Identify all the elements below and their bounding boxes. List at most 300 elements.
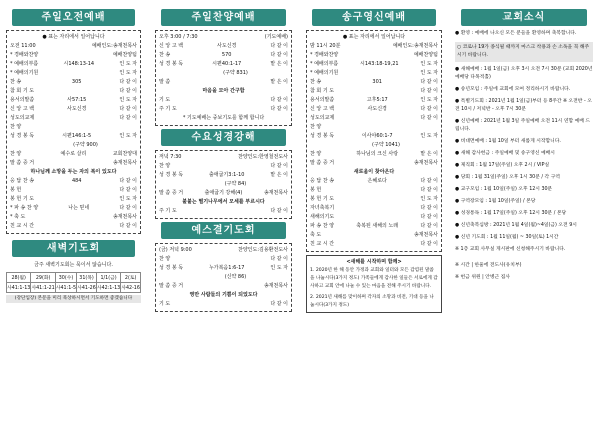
order-detail: 570 — [221, 52, 232, 58]
news-item: ● 특별기도회 : 2021년 1월 1일(금)부터 등 8주간 ※ 오전반 - 오전 10시 / 저녁반 - 오후 7시 30분 — [455, 99, 592, 112]
order-item: 주 기 도 — [159, 208, 177, 214]
order-detail — [338, 51, 414, 60]
order-row — [10, 87, 137, 96]
order-detail: 시143:18-19,21 — [360, 61, 399, 67]
section-title-sunday-praise: 주일찬양예배 — [161, 9, 286, 26]
order-item: 성도의교제 — [10, 115, 35, 121]
order-leader: 다 같 이 — [119, 88, 137, 94]
order-detail — [183, 255, 270, 264]
order-row — [10, 177, 137, 186]
order-detail — [192, 246, 238, 255]
order-item — [159, 273, 183, 282]
order-item: 참 회 기 도 — [310, 88, 335, 94]
order-detail: 누가복음1:6-17 — [208, 265, 245, 271]
order-item — [10, 141, 34, 150]
new-year-item: 1. 2020년 한 해 동안 가정과 교회와 일터와 모든 감염된 말씀을 나눕시다(3가지 정도) 가족들에게 감사한 일들은 서로에게 감사하고 교회 안에 나눌 수 있는 마음을 전해 주시기 바랍니다. — [310, 268, 438, 289]
order-detail — [34, 114, 119, 123]
order-item: * 예배의부름 — [10, 61, 39, 67]
order-item: 말 씀 증 거 — [159, 190, 184, 196]
order-detail — [334, 240, 420, 249]
order-detail — [334, 186, 420, 195]
order-item: 기 도 — [159, 97, 171, 103]
order-row — [310, 150, 438, 159]
order-row — [310, 231, 438, 240]
order-row — [310, 69, 438, 78]
order-row — [310, 96, 438, 105]
order-row — [310, 186, 438, 195]
order-leader: 다 같 이 — [119, 106, 137, 112]
news-item: ● 새해 감사헌금 : 주일예배 및 송구영신 예배시 — [455, 151, 555, 156]
order-leader: 인 도 자 — [119, 97, 137, 103]
order-item: 용서의말씀 — [310, 97, 335, 103]
order-detail: 하나님의 크신 사랑 — [356, 151, 399, 157]
order-item: 찬 송 — [159, 52, 171, 58]
prayer-cell: 30(수) — [55, 273, 76, 283]
order-item: 찬 양 — [159, 163, 171, 169]
order-detail: 305 — [71, 79, 82, 85]
order-item — [159, 180, 183, 189]
order-leader: 인 도 자 — [420, 196, 438, 202]
column-new-year-eve — [302, 6, 446, 316]
order-item: * 경배와찬양 — [10, 52, 39, 58]
order-item: 새해의기도 — [310, 214, 335, 220]
service-time-row: 오전 11:00 예배인도:송재천목사 — [10, 43, 137, 49]
order-detail: 사도신경 — [217, 43, 237, 49]
order-item: * 예배의기원 — [10, 70, 39, 76]
order-leader: 다 같 이 — [420, 115, 438, 121]
wednesday-order — [155, 150, 292, 219]
note: * 기도예배는 중보기도를 함께 합니다 — [182, 115, 265, 121]
order-detail — [183, 96, 270, 105]
prayer-cell: 사41:1-5 — [55, 283, 76, 293]
news-item: ● 구역장모임 : 1월 10일(주일) / 본당 — [455, 199, 536, 204]
order-item: 축 도 — [310, 232, 322, 238]
order-detail — [334, 123, 438, 132]
order-item: 기 도 — [159, 301, 171, 307]
order-row — [10, 150, 137, 159]
order-leader: 인 도 자 — [420, 61, 438, 67]
order-leader: 송재천목사 — [263, 190, 288, 196]
order-leader: 송재천목사 — [413, 232, 438, 238]
sub-heading: 영만 사람들의 기쁨이 되었도다 — [189, 292, 258, 298]
order-item: 성 경 봉 독 — [310, 133, 335, 139]
order-item: * 예배의기원 — [310, 70, 339, 76]
order-leader: 다 같 이 — [420, 223, 438, 229]
order-item: 봉 헌 — [310, 187, 322, 193]
order-detail — [38, 51, 113, 60]
order-leader: 다 같 이 — [420, 178, 438, 184]
order-leader: 찬양인도:한영철전도사 — [238, 154, 288, 160]
section-title-dawn-prayer: 새벽기도회 — [12, 240, 135, 257]
order-row — [310, 222, 438, 231]
prayer-cell: 사41-26 — [77, 283, 97, 293]
order-row — [159, 153, 288, 162]
order-detail — [183, 78, 270, 87]
order-row — [310, 78, 438, 87]
order-leader: 다 같 이 — [119, 187, 137, 193]
order-row — [10, 204, 137, 213]
prayer-table-body — [7, 283, 141, 293]
order-row — [159, 180, 288, 189]
order-leader: 다 같 이 — [270, 106, 288, 112]
order-detail — [34, 87, 119, 96]
sermon-title: 하나님께 소망을 두는 자의 복이 있도다 — [30, 169, 117, 175]
order-leader: 인 도 자 — [119, 196, 137, 202]
order-leader: 다 같 이 — [420, 79, 438, 85]
order-item: 찬 양 — [10, 124, 22, 130]
order-rows — [159, 42, 288, 87]
order-leader: 맡 은 이 — [270, 172, 288, 178]
order-detail — [334, 87, 420, 96]
order-detail: (신약 86) — [224, 274, 247, 280]
order-row — [159, 51, 288, 60]
order-detail: (구약 900) — [73, 142, 98, 148]
sub-heading: 마음을 모아 간구함 — [202, 88, 245, 94]
order-item: 찬 송 — [10, 79, 22, 85]
order-leader: 맡 은 이 — [270, 61, 288, 67]
order-item: (금) 저녁 9:00 — [159, 247, 192, 253]
news-item: ● 새해예배 : 1월 1일(금) 오후 3시 오전 7시 30분 (교회 2020년 예배당 다목적홀) — [455, 67, 593, 80]
news-item: ● 제직회 : 1월 17일(주일) 오후 2시 / VIP실 — [455, 163, 550, 168]
order-row — [159, 273, 288, 282]
order-leader: 다 같 이 — [119, 178, 137, 184]
news-item: ● 환영 : 예배에 나오신 모든 분들을 환영하며 축복합니다. — [455, 31, 577, 36]
order-row — [310, 240, 438, 249]
order-rows — [159, 246, 288, 291]
order-leader: 찬양인도:김용환전도사 — [238, 247, 288, 253]
order-detail: 시편146:1-5 — [62, 133, 92, 139]
order-row — [10, 123, 137, 132]
prayer-cell: 29(화) — [31, 273, 55, 283]
order-leader: 송재천목사 — [413, 160, 438, 166]
news-item: ● 비대면예배 : 1월 10일 부터 새롭게 시작합니다. — [455, 139, 561, 144]
column-sunday-morning — [2, 6, 145, 303]
order-rows-2 — [159, 96, 288, 114]
order-item: 봉 헌 — [10, 187, 22, 193]
service-time-row: 밤 11시 20분 예배인도:송재천목사 — [310, 43, 438, 49]
order-item: 주 기 도 — [159, 106, 177, 112]
order-row — [310, 213, 438, 222]
order-row — [159, 69, 288, 78]
order-detail: 예수로 살리 — [60, 151, 87, 157]
sunday-praise-order — [155, 30, 292, 126]
order-leader: 다 같 이 — [270, 301, 288, 307]
order-item: 응 답 찬 송 — [310, 178, 335, 184]
sermon-title: 새로움이 찾아온다 — [353, 169, 395, 175]
order-row — [310, 159, 438, 168]
order-detail: (구약 1041) — [372, 142, 400, 148]
prayer-cell: 사42:1-13 — [96, 283, 120, 293]
order-leader: 다 같 이 — [270, 97, 288, 103]
order-leader: 다 같 이 — [270, 208, 288, 214]
order-leader: 다 같 이 — [270, 52, 288, 58]
order-row — [10, 195, 137, 204]
order-item: 찬 양 — [10, 151, 22, 157]
order-row — [159, 246, 288, 255]
sub-heading: 불붙는 떨기나무에서 모세를 부르시다 — [182, 199, 265, 205]
order-leader: 다 같 이 — [270, 163, 288, 169]
order-detail: 사57:15 — [67, 97, 87, 103]
order-detail — [34, 222, 119, 231]
order-detail: 고후5:17 — [366, 97, 388, 103]
order-detail: 나는 믿네 — [68, 205, 90, 211]
order-item: 신 앙 고 백 — [159, 43, 184, 49]
footer-item: ※ 시간 | 한울에 전도사(유치부) — [455, 263, 522, 268]
new-year-box — [306, 255, 442, 313]
order-detail: (구약 831) — [223, 70, 248, 76]
order-detail — [334, 114, 420, 123]
news-list — [451, 30, 597, 282]
prayer-cell: 사41:1-13 — [7, 283, 31, 293]
order-leader: 인 도 자 — [420, 70, 438, 76]
sunday-morning-order — [6, 30, 141, 234]
order-leader: 인 도 자 — [119, 61, 137, 67]
order-row — [10, 159, 137, 168]
order-row — [10, 78, 137, 87]
order-detail: 은혜로다 — [367, 178, 387, 184]
order-row — [159, 96, 288, 105]
order-detail: 출애굽기3:1-10 — [208, 172, 245, 178]
order-row — [159, 60, 288, 69]
section-title-friday: 예스결기도회 — [161, 222, 286, 239]
order-item: 친 교 시 간 — [310, 241, 335, 247]
order-detail: 301 — [372, 79, 382, 85]
order-leader: 인 도 자 — [270, 265, 288, 271]
order-row — [10, 96, 137, 105]
order-item: 성 경 봉 독 — [159, 265, 184, 271]
order-leader: 다 같 이 — [119, 79, 137, 85]
order-row — [159, 162, 288, 171]
order-item: 친 교 시 간 — [10, 223, 35, 229]
order-row — [159, 255, 288, 264]
order-item: * 경배와찬양 — [310, 52, 339, 58]
order-detail: 사도신경 — [367, 106, 387, 112]
order-leader: 다 같 이 — [420, 88, 438, 94]
standing-note: ● 표는 자리에서 일어납니다 — [342, 34, 406, 40]
order-leader: 예배찬양팀 — [112, 52, 137, 58]
news-item: ● 교구모임 : 1월 10일(주일) 오후 12시 30분 — [455, 187, 553, 192]
order-leader: 예배찬양팀 — [413, 52, 438, 58]
order-row — [10, 105, 137, 114]
order-item: 말 씀 — [159, 79, 171, 85]
order-row — [10, 213, 137, 222]
order-detail — [334, 213, 420, 222]
order-leader: 인 도 자 — [119, 133, 137, 139]
standing-note: ● 표는 자리에서 일어납니다 — [42, 34, 105, 40]
order-item: 봉 헌 기 도 — [310, 196, 335, 202]
order-detail: 이사야60:1-7 — [361, 133, 393, 139]
prayer-table-head — [7, 273, 141, 283]
order-detail — [183, 105, 270, 114]
order-row — [310, 114, 438, 123]
order-item: 찬 양 — [310, 151, 322, 157]
order-item: * 예배의부름 — [310, 61, 339, 67]
order-item: 참 회 기 도 — [10, 88, 35, 94]
order-leader: 다 같 이 — [119, 115, 137, 121]
prayer-cell: 사42-16 — [121, 283, 141, 293]
dawn-prayer-schedule — [6, 272, 141, 293]
order-item: 말 씀 증 거 — [10, 160, 35, 166]
new-year-eve-order — [306, 30, 442, 252]
prayer-cell: 2(토) — [121, 273, 141, 283]
order-row — [310, 177, 438, 186]
order-item: 신 앙 고 백 — [10, 106, 35, 112]
order-detail — [34, 213, 113, 222]
column-church-news — [451, 6, 597, 286]
prayer-cell: 28(월) — [7, 273, 31, 283]
order-detail: 출애굽기 강해(4) — [204, 190, 243, 196]
service-time-row: 오후 3:00 / 7:30 (기도예배) — [159, 34, 288, 40]
news-item: ● 성경통독 : 1월 17일(주일) 오후 12시 30분 / 본당 — [455, 211, 567, 216]
prayer-table — [6, 272, 141, 293]
section-title-new-year-eve: 송구영신예배 — [312, 9, 436, 26]
new-year-item: 2. 2021년 새해를 맞이하며 각자의 소망과 비전, 기대 등을 나눕시다(3가지 정도) — [310, 295, 434, 308]
order-row — [10, 60, 137, 69]
news-item: ● 송년모임 : 주일에 교회에 모여 정리하시기 바랍니다. — [455, 87, 571, 92]
order-row — [159, 42, 288, 51]
order-row — [10, 141, 137, 150]
order-leader: 송재천목사 — [112, 160, 137, 166]
order-detail: 시148:13-14 — [63, 61, 95, 67]
order-rows — [310, 51, 438, 168]
order-row — [159, 207, 288, 216]
order-row — [310, 87, 438, 96]
order-row — [159, 264, 288, 273]
order-leader: 맡 은 이 — [420, 151, 438, 157]
order-item: 찬 송 — [310, 79, 322, 85]
order-leader: 다 같 이 — [420, 214, 438, 220]
order-item: 찬 양 — [159, 256, 171, 262]
news-item: ○ 코로나 19가 종식될 때까지 마스크 착용과 손 소독을 꼭 해주시기 바랍니다. — [455, 42, 593, 62]
news-item: ● 신년축복심방 : 2021년 1월 4일(월)~4일(금) 오전 9시 — [455, 223, 577, 228]
new-year-title: <새해를 시작하며 함께> — [346, 259, 402, 265]
order-item: 성 경 봉 독 — [10, 133, 35, 139]
new-year-items — [310, 267, 438, 310]
order-item: 성 경 봉 독 — [159, 61, 184, 67]
order-rows-2 — [10, 177, 137, 231]
order-row — [310, 204, 438, 213]
order-item: 찬 양 — [310, 124, 322, 130]
order-detail — [34, 159, 113, 168]
order-leader: 다 같 이 — [420, 205, 438, 211]
order-item: 성 경 봉 독 — [159, 172, 184, 178]
section-title-wednesday: 수요성경강해 — [161, 129, 286, 146]
prayer-cell: 1/1(금) — [96, 273, 120, 283]
order-item: 파 송 찬 양 — [310, 223, 335, 229]
order-detail — [34, 195, 119, 204]
order-row — [310, 123, 438, 132]
order-row — [310, 105, 438, 114]
order-row — [159, 171, 288, 180]
order-detail — [183, 300, 270, 309]
order-row — [159, 189, 288, 198]
order-row — [159, 105, 288, 114]
order-rows-2 — [310, 177, 438, 249]
order-item: 말 씀 증 거 — [159, 283, 184, 289]
order-leader: 다 같 이 — [420, 106, 438, 112]
order-leader: 다 같 이 — [119, 223, 137, 229]
order-detail: 사도신경 — [67, 106, 87, 112]
order-item: 저녁 7:30 — [159, 154, 182, 160]
order-row — [310, 51, 438, 60]
order-detail — [183, 207, 270, 216]
order-detail: 시편40:1-17 — [212, 61, 242, 67]
order-detail: 축복된 새해의 노래 — [356, 223, 399, 229]
section-title-church-news: 교회소식 — [461, 9, 587, 26]
order-rows — [159, 153, 288, 198]
news-item: ● 신년 기도회 : 1월 11일(월) ~ 30일(토) 1시간 — [455, 235, 559, 240]
news-item: ※ 1층 교회 사무실 게시판에 신청해주시기 바랍니다. — [455, 247, 566, 252]
dawn-prayer-note: 금주 새벽기도회는 묵이서 않습니다. — [34, 262, 113, 268]
order-leader: 교회찬양대 — [112, 151, 137, 157]
order-row — [159, 282, 288, 291]
column-sunday-afternoon — [151, 6, 296, 315]
order-detail — [34, 123, 137, 132]
order-item: 응 답 찬 송 — [10, 178, 35, 184]
order-row — [10, 132, 137, 141]
order-leader: 인 도 자 — [420, 133, 438, 139]
order-leader: 다 같 이 — [119, 205, 137, 211]
order-leader: 송재천목사 — [112, 214, 137, 220]
order-row — [10, 69, 137, 78]
order-leader: 인 도 자 — [119, 70, 137, 76]
order-row — [10, 114, 137, 123]
order-item: 봉 헌 기 도 — [10, 196, 35, 202]
order-detail — [334, 159, 414, 168]
order-leader: 송재천목사 — [263, 283, 288, 289]
order-item: 신 앙 고 백 — [310, 106, 335, 112]
order-leader: 맡 은 이 — [270, 79, 288, 85]
order-detail — [183, 282, 264, 291]
order-detail: (구약 84) — [224, 181, 247, 187]
order-row — [159, 300, 288, 309]
prayer-cell: 사41:1-21 — [31, 283, 55, 293]
news-item: ● 당회 : 1월 31일(주일) 오후 1시 30분 / 각 구역 — [455, 175, 560, 180]
order-row — [310, 60, 438, 69]
order-item: * 파 송 찬 양 — [10, 205, 39, 211]
order-leader: 다 같 이 — [270, 43, 288, 49]
order-detail — [338, 69, 420, 78]
order-detail — [334, 195, 420, 204]
friday-order — [155, 243, 292, 312]
order-row — [159, 78, 288, 87]
order-detail — [334, 231, 414, 240]
order-row — [310, 132, 438, 141]
order-item: 말 씀 증 거 — [310, 160, 335, 166]
order-rows-2 — [159, 300, 288, 309]
order-item: * 축 도 — [10, 214, 26, 220]
prayer-cell: 31(목) — [77, 273, 97, 283]
order-item: 성도의교제 — [310, 115, 335, 121]
order-detail — [183, 162, 270, 171]
order-detail: 484 — [71, 178, 82, 184]
order-row — [310, 195, 438, 204]
order-row — [10, 51, 137, 60]
order-detail — [334, 204, 420, 213]
order-rows-2 — [159, 207, 288, 216]
order-item: 자녀축복기 — [310, 205, 335, 211]
order-row — [10, 222, 137, 231]
footer-item: ※ 헌금 위원 | 안병근 집사 — [455, 275, 510, 280]
order-detail — [34, 186, 119, 195]
prayer-footnote: (강단입장) 본문을 미리 묵상하시면서 기도하면 좋겠습니다 — [6, 295, 141, 303]
order-leader: 다 같 이 — [270, 256, 288, 262]
order-detail — [183, 153, 238, 162]
section-title-sunday-morning: 주일오전예배 — [12, 9, 135, 26]
order-leader: 다 같 이 — [420, 187, 438, 193]
order-item: 용서의말씀 — [10, 97, 35, 103]
order-item — [159, 69, 183, 78]
